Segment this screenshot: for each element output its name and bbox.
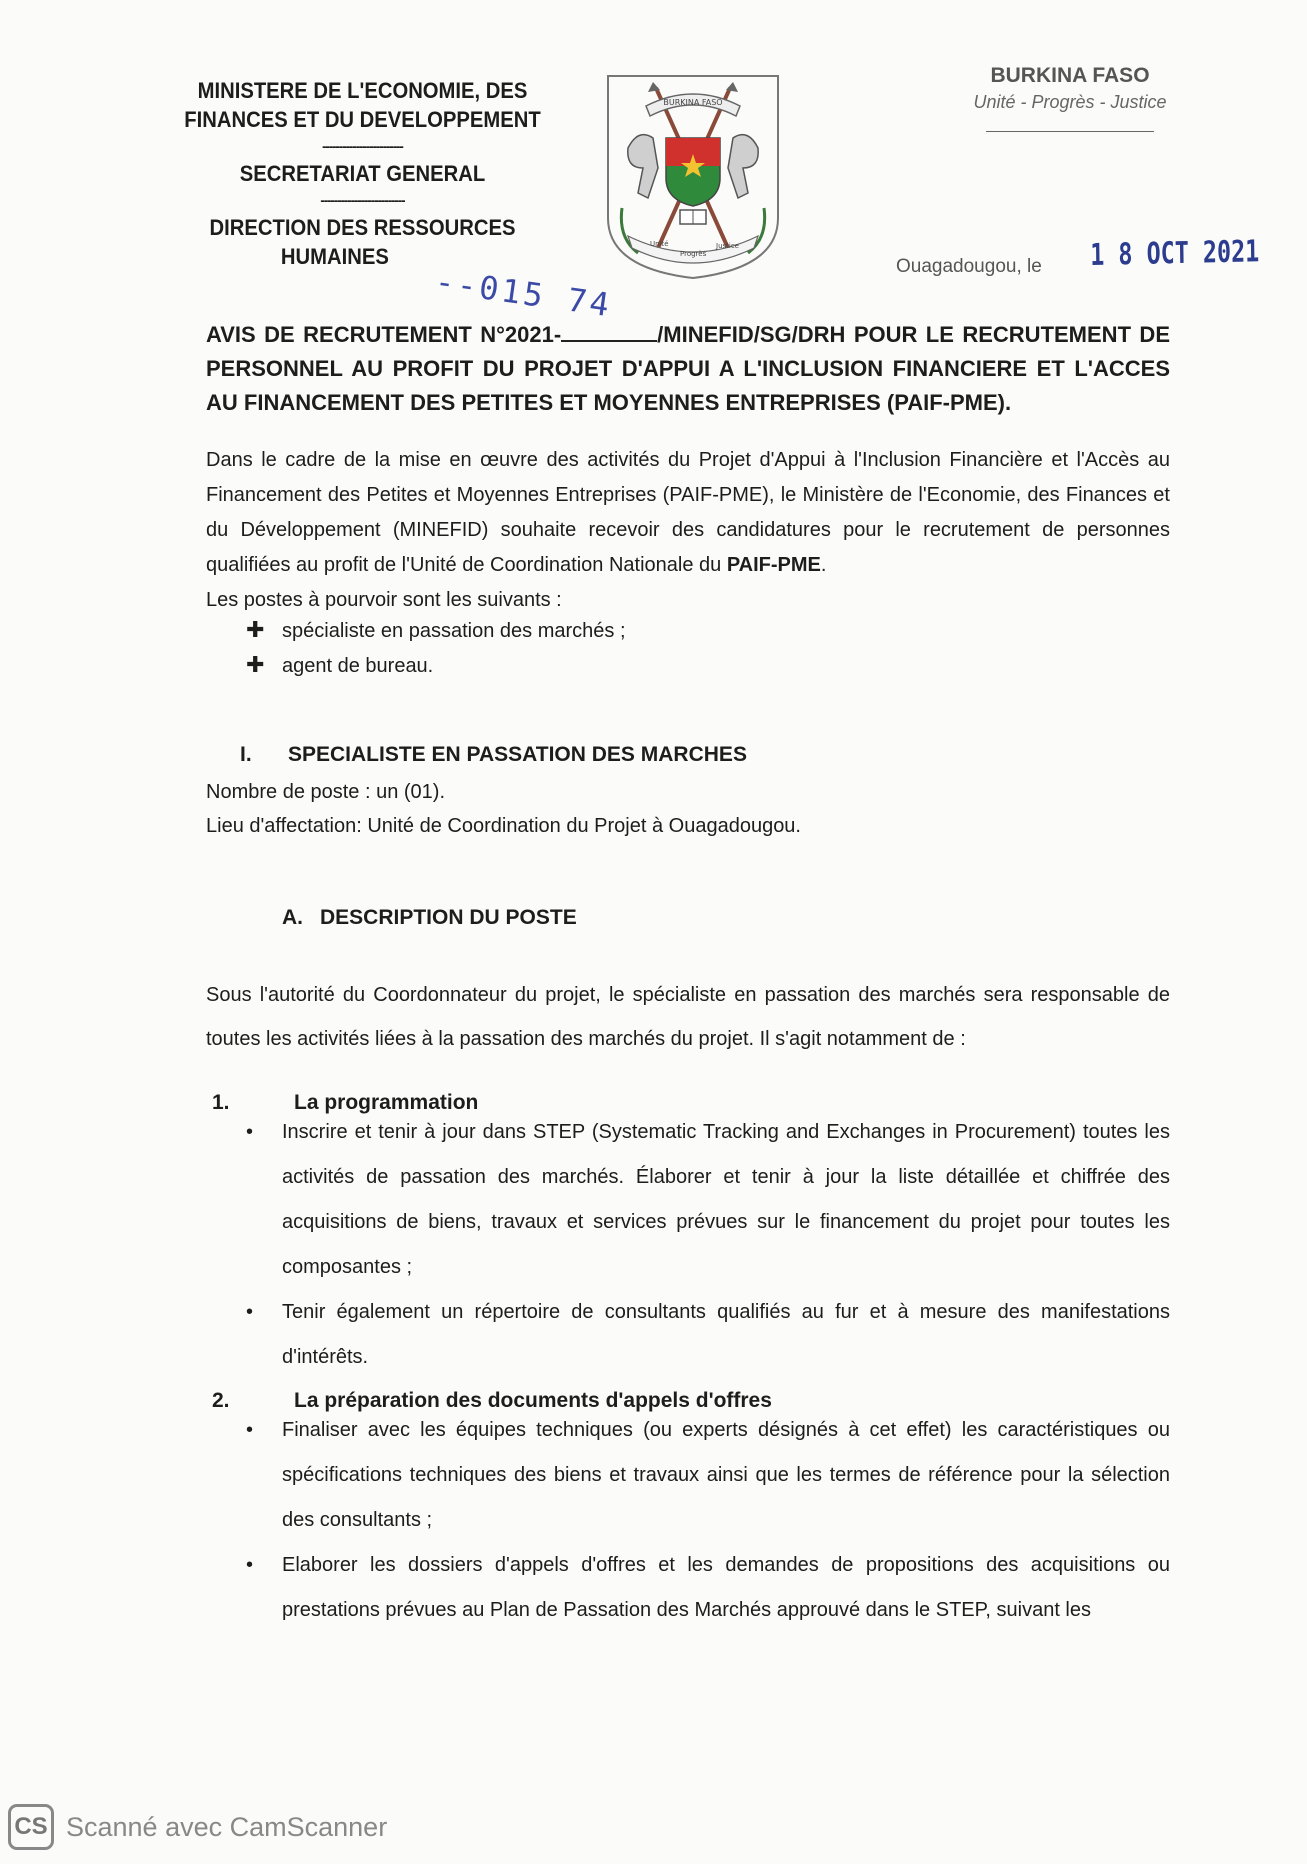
ministry-header [181, 76, 544, 271]
direction-line1: DIRECTION DES RESSOURCES [209, 215, 516, 240]
task2-bullets [246, 1408, 1170, 1633]
bullet-dot-icon: • [246, 1554, 254, 1576]
intro-end: . [820, 554, 827, 576]
arrow-bullet-icon: ✚ [246, 617, 265, 642]
task2-number: 2. [212, 1389, 230, 1412]
camscanner-watermark [8, 1804, 387, 1850]
bullet-item: • Inscrire et tenir à jour dans STEP (Systematic Tracking and Exchanges in Procurement) toutes les activités de passation des marchés. Élaborer et tenir à jour la liste détaillée et chiffrée des acquisitions de biens, travaux et services prévues sur le financement du projet pour toutes les composantes ; [246, 1110, 1170, 1290]
secretariat-general: SECRETARIAT GENERAL [239, 161, 486, 186]
poste-item [246, 617, 626, 643]
date-stamp: 1 8 OCT 2021 [1090, 234, 1260, 273]
ministry-line2: FINANCES ET DU DEVELOPPEMENT [184, 107, 541, 132]
postes-intro: Les postes à pourvoir sont les suivants : [206, 589, 562, 611]
separator: ------------------------- [320, 192, 405, 208]
poste-label: agent de bureau. [282, 655, 434, 677]
notice-title [206, 318, 1170, 420]
task2-title: La préparation des documents d'appels d'offres [294, 1389, 772, 1412]
bullet-dot-icon: • [246, 1121, 254, 1143]
task1-bullets [246, 1110, 1170, 1380]
ministry-line1: MINISTERE DE L'ECONOMIE, DES [197, 78, 528, 103]
bullet-item: • Elaborer les dossiers d'appels d'offres et les demandes de propositions des acquisitions ou prestations prévues au Plan de Passation des Marchés approuvé dans le STEP, suivant les [246, 1543, 1170, 1633]
intro-text: Dans le cadre de la mise en œuvre des activités du Projet d'Appui à l'Inclusion Financière et l'Accès au Financement des Petites et Moyennes Entreprises (PAIF-PME), le Ministère de l'Economie, des Finances et du Développement (MINEFID) souhaite recevoir des candidatures pour le recrutement de personnes qualifiées au profit de l'Unité de Coordination Nationale du [206, 449, 1170, 576]
coat-banner-text: BURKINA FASO [663, 98, 723, 107]
section1-title: SPECIALISTE EN PASSATION DES MARCHES [288, 743, 747, 766]
section1-nombre: Nombre de poste : un (01). [206, 781, 446, 803]
subsectionA-letter: A. [282, 906, 303, 929]
intro-bold-acronym: PAIF-PME [726, 554, 821, 576]
poste-item [246, 652, 433, 678]
title-part1: AVIS DE RECRUTEMENT N°2021- [206, 322, 562, 347]
country-name: BURKINA FASO [990, 64, 1150, 87]
intro-paragraph [206, 443, 1170, 618]
coat-motto-justice: Justice [716, 242, 739, 250]
bullet-item: • Finaliser avec les équipes techniques (ou experts désignés à cet effet) les caractéristiques ou spécifications techniques des biens et travaux ainsi que les termes de référence pour la sélection des consultants ; [246, 1408, 1170, 1543]
country-header [960, 64, 1180, 132]
motto-underline [986, 131, 1154, 132]
coat-motto-progres: Progrès [680, 250, 707, 258]
coat-of-arms-emblem [598, 68, 788, 281]
title-part2: /MINEFID/SG/DRH POUR LE RECRUTEMENT DE PERSONNEL AU PROFIT DU PROJET D'APPUI A L'INCLUSION FINANCIERE ET L'ACCES AU FINANCEMENT DES PETITES ET MOYENNES ENTREPRISES (PAIF-PME). [206, 322, 1170, 415]
task1-number: 1. [212, 1091, 230, 1114]
camscanner-logo-icon: CS [8, 1804, 54, 1850]
number-blank [561, 322, 657, 342]
separator: ------------------------ [322, 138, 403, 154]
coat-motto-unite: Unité [650, 240, 669, 248]
bullet-dot-icon: • [246, 1301, 254, 1323]
bullet-dot-icon: • [246, 1419, 254, 1441]
subsectionA-title: DESCRIPTION DU POSTE [320, 906, 577, 929]
task1-title: La programmation [294, 1091, 479, 1114]
reference-number-stamp: --015 74 [432, 262, 615, 325]
camscanner-text: Scanné avec CamScanner [66, 1811, 388, 1842]
section1-numeral: I. [240, 743, 252, 766]
direction-line2: HUMAINES [280, 244, 389, 269]
arrow-bullet-icon: ✚ [246, 652, 265, 677]
country-motto: Unité - Progrès - Justice [973, 92, 1167, 112]
poste-label: spécialiste en passation des marchés ; [282, 620, 626, 642]
subsectionA-intro: Sous l'autorité du Coordonnateur du projet, le spécialiste en passation des marchés sera responsable de toutes les activités liées à la passation des marchés du projet. Il s'agit notamment de : [206, 984, 1170, 1050]
bullet-item: • Tenir également un répertoire de consultants qualifiés au fur et à mesure des manifestations d'intérêts. [246, 1290, 1170, 1380]
section1-lieu: Lieu d'affectation: Unité de Coordination du Projet à Ouagadougou. [206, 815, 801, 837]
city-date-label: Ouagadougou, le [896, 256, 1042, 277]
